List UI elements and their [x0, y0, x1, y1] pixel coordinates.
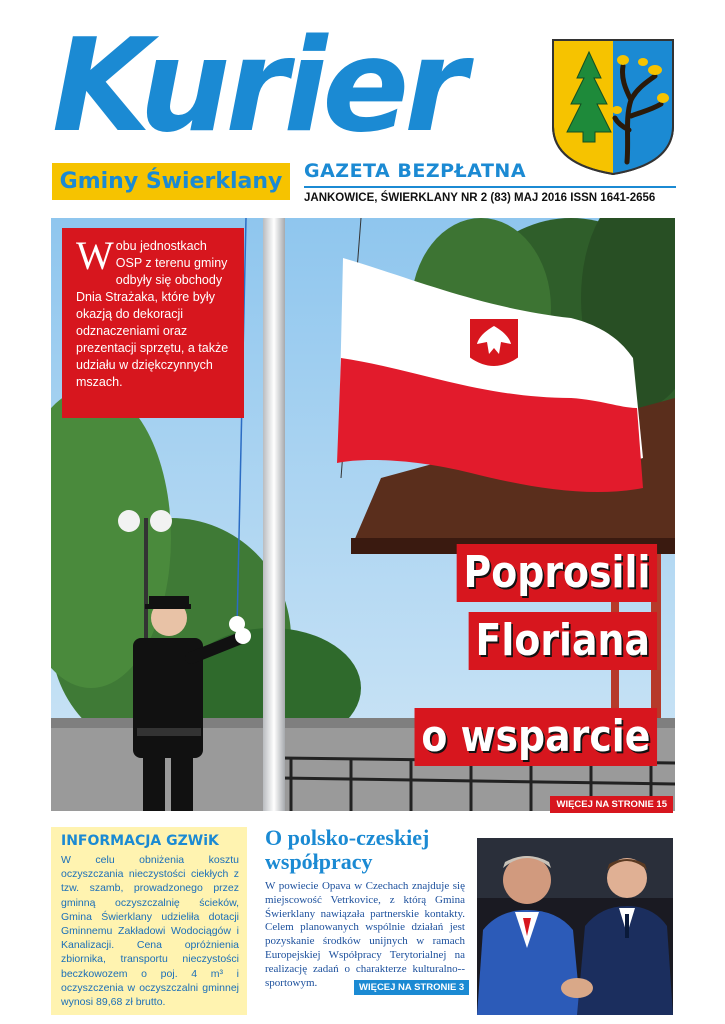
- issue-info: JANKOWICE, ŚWIERKLANY NR 2 (83) MAJ 2016 ISSN 1641-2656: [304, 192, 656, 204]
- free-newspaper-label: GAZETA BEZPŁATNA: [304, 160, 527, 182]
- info-text: W celu obniżenia kosztu oczyszczania nieczystości ciekłych z tzw. szamb, prowadzonego przez gminną oczyszczalnię ścieków, Gmina Świerklany udzieliła dotacji Gminnemu Zakładowi Wodociągów i Kanalizacji. Cena opróżnienia zbiornika, transportu nieczystości beczkowozem o poj. 4 m³ i oczyszczenia w oczyszczalni gminnej wynosi 89,68 zł brutto.: [61, 854, 239, 1009]
- masthead: [0, 0, 725, 218]
- handshake-illustration: [477, 838, 673, 1015]
- article-title: O polsko-czeskiej współpracy: [265, 825, 430, 874]
- subtitle: Gminy Świerklany: [59, 169, 283, 194]
- logo-title: Kurier: [52, 12, 463, 161]
- coat-of-arms-icon: [551, 38, 675, 176]
- lead-text: [76, 233, 236, 391]
- more-page-3-link[interactable]: WIĘCEJ NA STRONIE 3: [354, 980, 469, 995]
- more-page-15-link[interactable]: WIĘCEJ NA STRONIE 15: [550, 796, 673, 813]
- headline-line-2: Floriana: [469, 612, 657, 670]
- header-divider: [304, 186, 676, 188]
- headline-line-1: Poprosili: [456, 544, 657, 602]
- subtitle-box: [52, 163, 290, 200]
- lead-body: obu jednostkach OSP z terenu gminy odbyły się obchody Dnia Strażaka, które były okazją do dekoracji odznaczeniami oraz prezentacji sprzętu, a także udziału w dziękczynnych mszach.: [76, 239, 229, 389]
- lead-box: [62, 228, 244, 418]
- article-text: W powiecie Opava w Czechach znajduje się miejscowość Vetrkovice, z którą Gmina Świerklany nawiązała partnerskie kontakty. Celem planowanych wspólnie działań jest pozyskanie środków unijnych w ramach Europejskiej Współpracy Terytorialnej na realizację zadań o charakterze kulturalno--sportowym.: [265, 880, 465, 989]
- headline-line-3: o wsparcie: [414, 708, 657, 766]
- handshake-photo: [477, 838, 673, 1015]
- info-title: INFORMACJA GZWiK: [61, 833, 219, 849]
- info-box: [51, 827, 247, 1015]
- lead-dropcap: W: [76, 233, 114, 278]
